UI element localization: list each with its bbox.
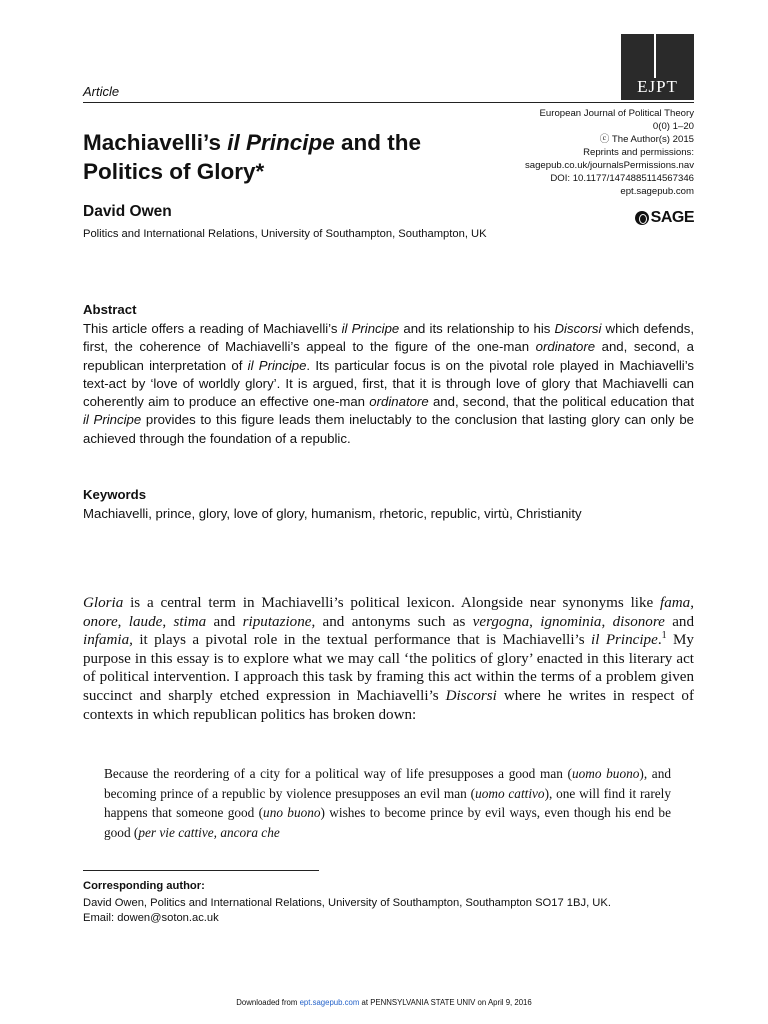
journal-name: European Journal of Political Theory xyxy=(539,108,694,119)
title-part: and the Politics of Glory* xyxy=(83,130,422,184)
logo-text: EJPT xyxy=(637,77,678,96)
abstract-text: This article offers a reading of Machiavelli’s il Principe and its relationship to his Discorsi which defends, first, the coherence of Machiavelli’s appeal to the figure of the one-man ordinatore and, second, a republican interpretation of il Principe. Its particular focus is on the pivotal role played in Machiavelli’s text-act by ‘love of worldly glory’. It is argued, first, that it is through love of glory that Machiavelli can coherently aim to produce an effective one-man ordinatore and, second, that the political education that il Principe provides to this figure leads them ineluctably to the conclusion that lasting glory can only be achieved through the foundation of a republic. xyxy=(83,321,694,446)
footnote-ref[interactable]: 1 xyxy=(661,630,667,642)
author-affiliation: Politics and International Relations, University of Southampton, Southampton, UK xyxy=(83,228,487,240)
block-quote: Because the reordering of a city for a political way of life presupposes a good man (uomo buono), and becoming prince of a republic by violence presupposes an evil man (uomo cattivo), one will find it rarely happens that someone good (uno buono) wishes to become prince by evil ways, even though his end be good (per vie cattive, ancora che xyxy=(104,766,672,840)
doi[interactable]: DOI: 10.1177/1474885114567346 xyxy=(550,173,694,184)
sage-s-icon xyxy=(635,211,649,225)
body-paragraph: Gloria is a central term in Machiavelli’s political lexicon. Alongside near synonyms like fama, onore, laude, stima and riputazione, and antonyms such as vergogna, ignominia, disonore and infamia, it plays a pivotal role in the textual performance that is Machiavelli’s il Principe.$^1$ My purpose in this essay is to explore what we may call ‘the politics of glory’ enacted in this literary act of political intervention. I approach this task by framing this act within the terms of a problem given succinct and sharply etched expression in Machiavelli’s Discorsi where he writes in respect of contexts in which republican politics has broken down: xyxy=(83,595,695,723)
journal-meta xyxy=(525,107,694,198)
download-link[interactable]: ept.sagepub.com xyxy=(299,998,360,1007)
keywords-list: Machiavelli, prince, glory, love of glory, humanism, rhetoric, republic, virtù, Christianity xyxy=(83,506,582,521)
reprints-label: Reprints and permissions: xyxy=(583,147,694,158)
footnote-rule xyxy=(83,870,319,871)
article-type-label: Article xyxy=(83,84,120,99)
copyright: ⓒ The Author(s) 2015 xyxy=(599,134,694,145)
header-rule xyxy=(83,102,694,103)
download-notice: Downloaded from ept.sagepub.com at PENNSYLVANIA STATE UNIV on April 9, 2016 xyxy=(236,998,532,1007)
title-part-italic: il Principe xyxy=(227,130,335,155)
corresponding-author-heading: Corresponding author: xyxy=(83,880,205,892)
author-name: David Owen xyxy=(83,203,172,220)
publisher-logo xyxy=(635,209,694,227)
article-title xyxy=(83,128,503,186)
logo-bar xyxy=(654,34,656,78)
journal-logo xyxy=(621,34,694,100)
keywords-heading: Keywords xyxy=(83,487,147,502)
corresponding-author-details xyxy=(83,896,703,926)
journal-site-link[interactable]: ept.sagepub.com xyxy=(620,186,694,197)
publisher-logo-text: SAGE xyxy=(650,209,694,226)
corresponding-address: David Owen, Politics and International Relations, University of Southampton, Southampton SO17 1BJ, UK. xyxy=(83,897,611,909)
journal-volume: 0(0) 1–20 xyxy=(652,121,694,132)
corresponding-email[interactable]: Email: dowen@soton.ac.uk xyxy=(83,912,219,924)
abstract-heading: Abstract xyxy=(83,302,137,317)
reprints-link[interactable]: sagepub.co.uk/journalsPermissions.nav xyxy=(524,160,694,171)
title-part: Machiavelli’s xyxy=(83,130,228,155)
